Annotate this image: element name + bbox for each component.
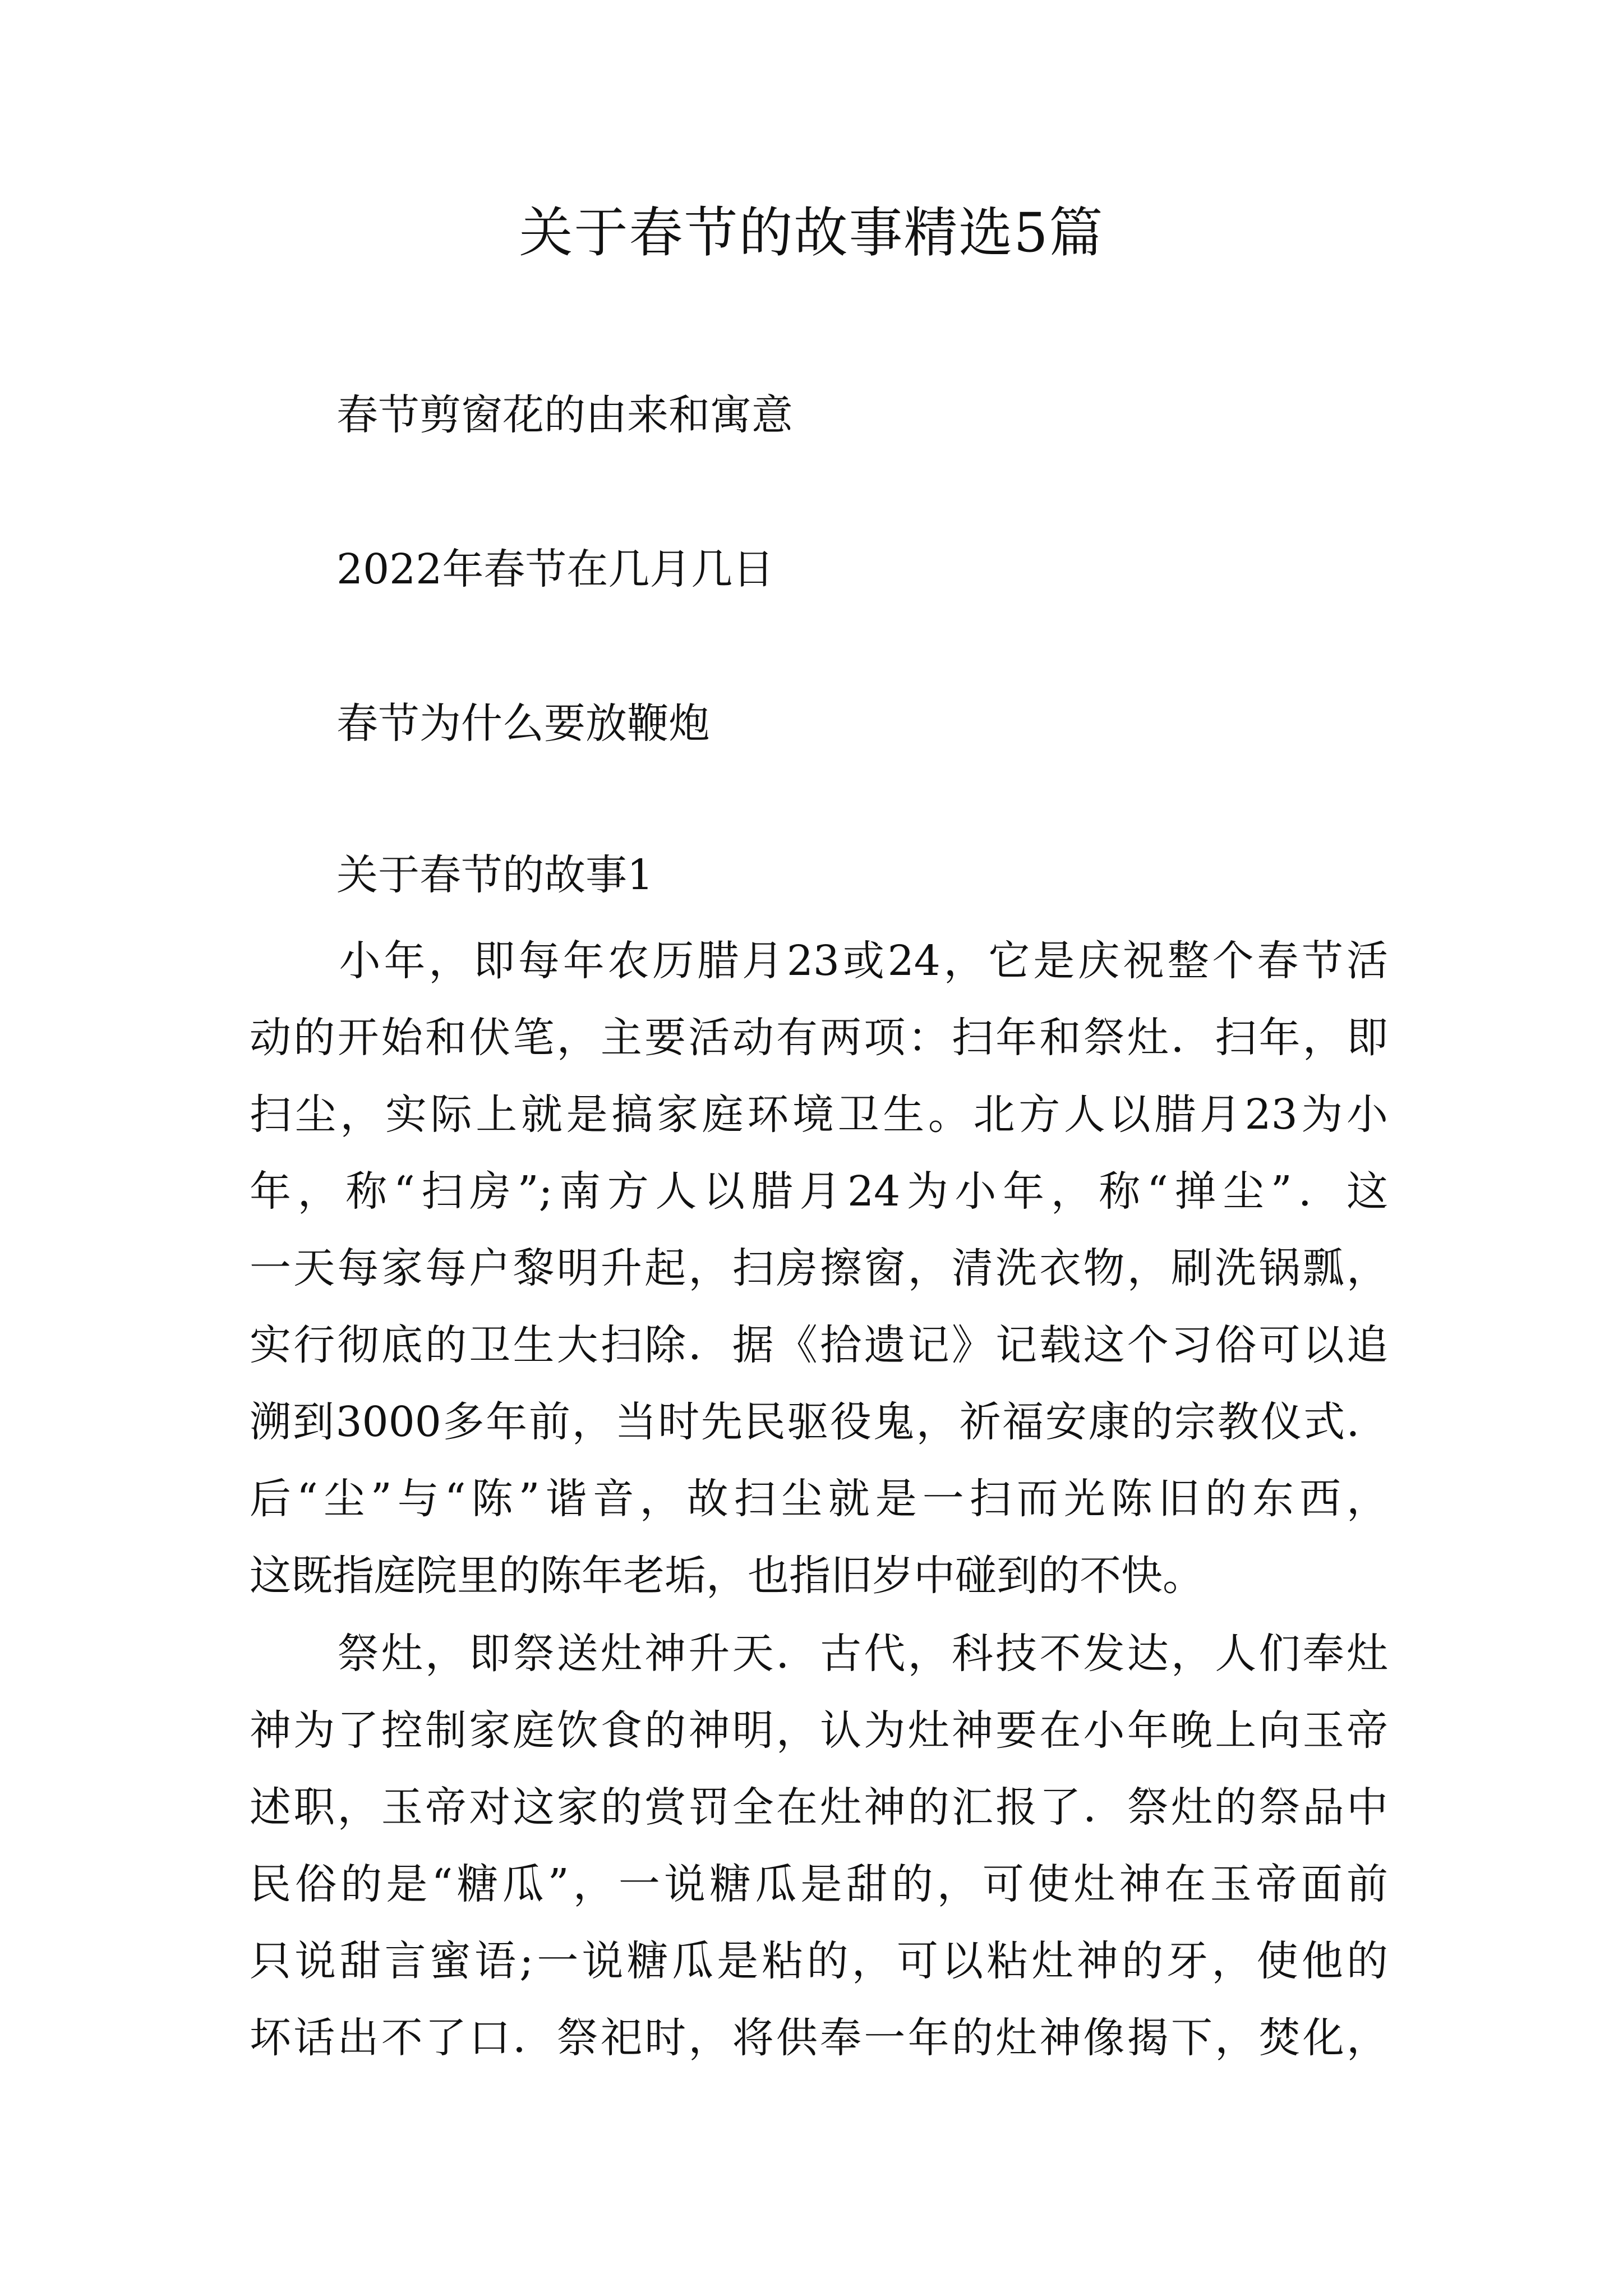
related-link-firecrackers[interactable]: 春节为什么要放鞭炮 <box>336 700 710 748</box>
paragraph-line: 述职，玉帝对这家的赏罚全在灶神的汇报了．祭灶的祭品中 <box>250 1783 1388 1832</box>
paragraph-line: 民俗的是“糖瓜”，一说糖瓜是甜的，可使灶神在玉帝面前 <box>250 1860 1388 1908</box>
paragraph-line: 溯到3000多年前，当时先民驱役鬼，祈福安康的宗教仪式． <box>250 1398 1388 1446</box>
paragraph-line: 祭灶，即祭送灶神升天．古代，科技不发达，人们奉灶 <box>250 1630 1388 1678</box>
document-title: 关于春节的故事精选5篇 <box>519 201 1104 264</box>
paragraph-little-new-year <box>250 923 1388 1614</box>
paragraph-line: 这既指庭院里的陈年老垢，也指旧岁中碰到的不快。 <box>250 1552 1204 1600</box>
paragraph-line: 后“尘”与“陈”谐音，故扫尘就是一扫而光陈旧的东西， <box>250 1475 1388 1523</box>
section-heading: 关于春节的故事1 <box>336 851 654 899</box>
paragraph-line: 动的开始和伏笔，主要活动有两项：扫年和祭灶．扫年，即 <box>250 1014 1388 1062</box>
paragraph-line: 只说甜言蜜语;一说糖瓜是粘的，可以粘灶神的牙，使他的 <box>250 1937 1388 1985</box>
paragraph-line: 一天每家每户黎明升起，扫房擦窗，清洗衣物，刷洗锅瓢， <box>250 1244 1388 1292</box>
paragraph-line: 扫尘，实际上就是搞家庭环境卫生。北方人以腊月23为小 <box>250 1091 1388 1139</box>
paragraph-line: 年，称“扫房”;南方人以腊月24为小年，称“掸尘”．这 <box>250 1167 1388 1216</box>
related-link-paper-cutting[interactable]: 春节剪窗花的由来和寓意 <box>336 391 793 439</box>
paragraph-kitchen-god <box>250 1616 1388 2077</box>
paragraph-line: 实行彻底的卫生大扫除．据《拾遗记》记载这个习俗可以追 <box>250 1321 1388 1369</box>
paragraph-line: 小年，即每年农历腊月23或24，它是庆祝整个春节活 <box>250 937 1388 985</box>
paragraph-line: 神为了控制家庭饮食的神明，认为灶神要在小年晚上向玉帝 <box>250 1706 1388 1755</box>
related-link-festival-date[interactable]: 2022年春节在几月几日 <box>336 545 774 593</box>
paragraph-line: 坏话出不了口．祭祀时，将供奉一年的灶神像揭下，焚化， <box>250 2014 1388 2062</box>
